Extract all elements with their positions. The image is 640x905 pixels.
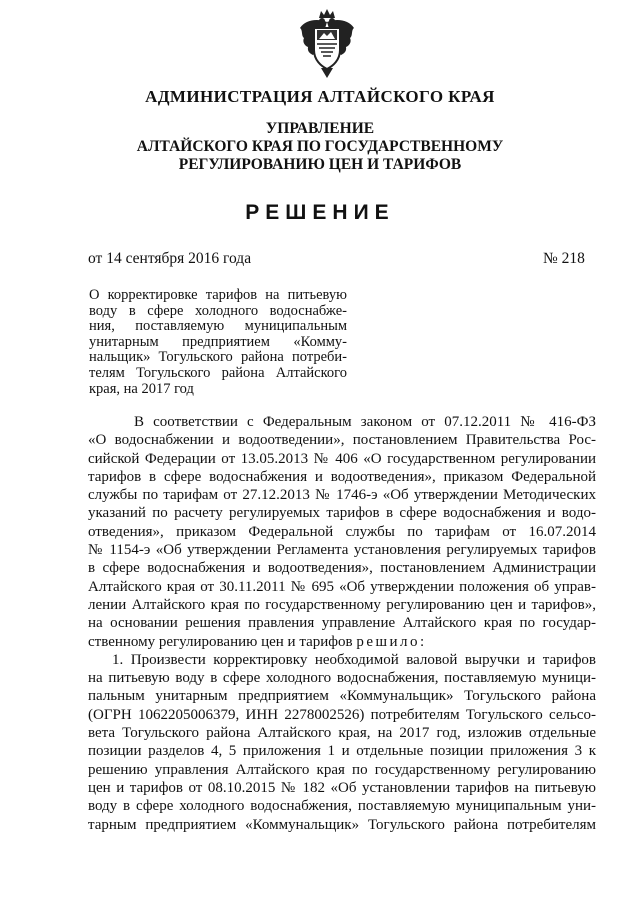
body-line: тарным предприятием «Коммунальщик» Тогульского района потребителям — [88, 816, 596, 833]
body-line: пальным унитарным предприятием «Коммунальщик» Тогульского района — [88, 688, 596, 705]
body-line: воду в сфере холодного водоснабжения, поставляемую муниципальным уни- — [88, 798, 596, 815]
body-line: в сфере водоснабжения и водоотведения», постановлением Администрации — [88, 560, 596, 577]
department-line: РЕГУЛИРОВАНИЮ ЦЕН И ТАРИФОВ — [178, 156, 462, 173]
body-line: сийской Федерации от 13.05.2013 № 406 «О государственном регулировании — [88, 450, 596, 467]
body-line: на питьевую воду в сфере холодного водоснабжения, поставляемую муници- — [88, 670, 596, 687]
subject-line: края, на 2017 год — [89, 380, 194, 397]
document-title: РЕШЕНИЕ — [245, 201, 395, 224]
body-line: указаний по расчету регулируемых тарифов в сфере водоснабжения и водо- — [88, 505, 596, 522]
body-text: : — [420, 633, 425, 650]
body-line: тарифов в сфере водоснабжения и водоотведения», приказом Федеральной — [88, 468, 596, 485]
body-line: позиции разделов 4, 5 приложения 1 и отдельные позиции приложения 3 к — [88, 743, 596, 760]
body-line: отведения», приказом Федеральной службы по тарифам от 16.07.2014 — [88, 523, 596, 540]
body-line: на основании решения правления управление Алтайского края по государ- — [88, 615, 596, 632]
body-line: службы по тарифам от 27.12.2013 № 1746-э «Об утверждении Методических — [88, 487, 596, 504]
body-line: решению управления Алтайского края по государственному регулированию — [88, 761, 596, 778]
subject-line: О корректировке тарифов на питьевую — [89, 287, 347, 303]
subject-line: нальщик» Тогульского района потреби- — [89, 349, 347, 366]
document-date: от 14 сентября 2016 года — [88, 250, 252, 267]
body-line: «О водоснабжении и водоотведении», постановлением Правительства Рос- — [88, 432, 596, 449]
body-line: вета Тогульского района Алтайского края, на 2017 год, изложив отдельные — [88, 725, 596, 742]
body-line: В соответствии с Федеральным законом от 07.12.2011 № 416-ФЗ — [134, 414, 596, 430]
body-line: № 1154-э «Об утверждении Регламента установления регулируемых тарифов — [88, 542, 596, 559]
coat-of-arms-icon — [297, 8, 357, 80]
document-body — [88, 413, 596, 834]
subject-line: воду в сфере холодного водоснабже- — [89, 302, 347, 319]
body-line: лении Алтайского края по государственному регулированию цен и тарифов», — [88, 596, 596, 613]
document-number: № 218 — [543, 250, 585, 267]
decision-word: решило — [356, 633, 421, 650]
body-text: ственному регулированию цен и тарифов — [88, 633, 357, 650]
body-line: цен и тарифов от 08.10.2015 № 182 «Об установлении тарифов на питьевую — [88, 779, 596, 796]
body-line: Алтайского края от 30.11.2011 № 695 «Об утверждении положения об управ- — [88, 578, 596, 595]
document-subject — [89, 288, 347, 397]
subject-line: унитарным предприятием «Комму- — [89, 333, 347, 350]
body-line — [88, 633, 596, 651]
department-line: АЛТАЙСКОГО КРАЯ ПО ГОСУДАРСТВЕННОМУ — [136, 138, 504, 155]
department-line: УПРАВЛЕНИЕ — [265, 120, 375, 137]
body-line: (ОГРН 1062205006379, ИНН 2278002526) потребителям Тогульского сельсо- — [88, 706, 596, 723]
subject-line: ния, поставляемую муниципальным — [89, 318, 347, 335]
organization-name: АДМИНИСТРАЦИЯ АЛТАЙСКОГО КРАЯ — [145, 87, 495, 106]
department-name — [0, 120, 640, 174]
subject-line: телям Тогульского района Алтайского — [89, 364, 347, 381]
body-line: 1. Произвести корректировку необходимой валовой выручки и тарифов — [112, 651, 596, 668]
